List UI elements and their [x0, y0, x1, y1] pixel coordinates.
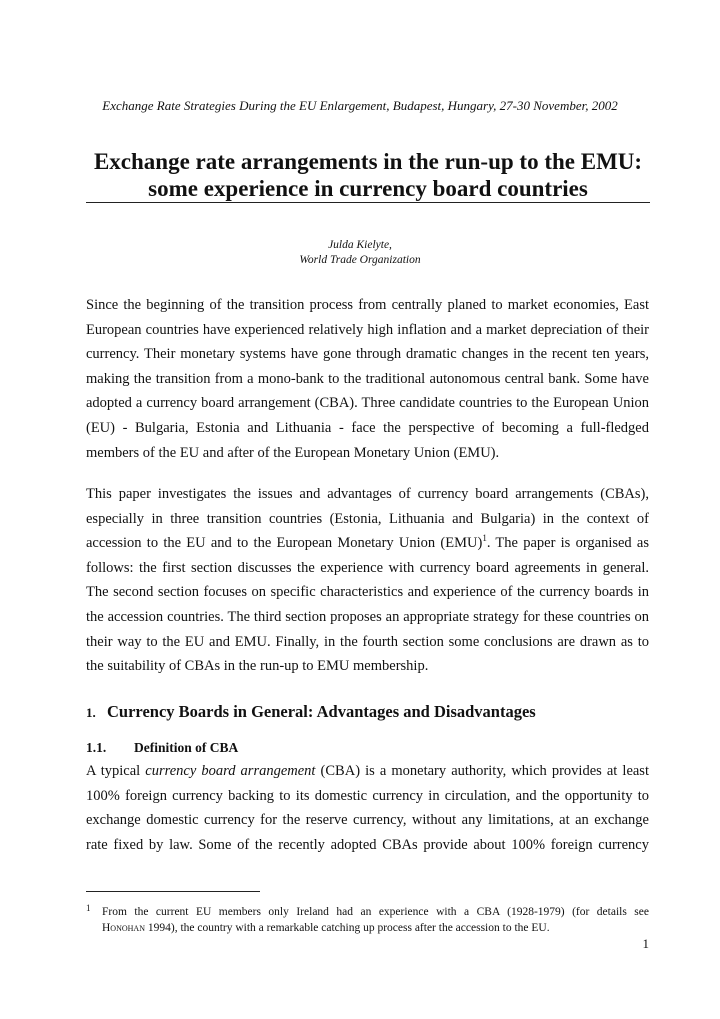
- section-title: Currency Boards in General: Advantages and Disadvantages: [107, 702, 536, 721]
- paragraph-line: currency. Their monetary systems have gone through dramatic changes in the recent ten years,: [86, 346, 649, 363]
- paragraph-line: rate fixed by law. Some of the recently adopted CBAs provide about 100% foreign currency: [86, 836, 649, 853]
- paragraph-line: The second section focuses on specific characteristics and experience of the currency boards in: [86, 584, 649, 601]
- paragraph-line: adopted a currency board arrangement (CBA). Three candidate countries to the European Union: [86, 395, 649, 412]
- text-run: (CBA) is a monetary authority, which provides at least: [315, 763, 649, 779]
- intro-paragraph-1: [86, 293, 649, 465]
- text-run: 1994), the country with a remarkable catching up process after the accession to the EU.: [144, 922, 550, 934]
- paper-title: [86, 148, 650, 202]
- footnote: [86, 904, 649, 936]
- subsection-heading-1-1: [86, 740, 238, 756]
- paragraph-line: the accession countries. The third section proposes an appropriate strategy for these countries on: [86, 608, 649, 625]
- footnote-reference[interactable]: 1: [482, 533, 487, 544]
- paragraph-line: [86, 759, 649, 784]
- paragraph-line: European countries have experienced relatively high inflation and a market depreciation of their: [86, 321, 649, 338]
- title-line-2: some experience in currency board countries: [148, 176, 588, 201]
- definition-paragraph: [86, 759, 649, 857]
- paragraph-line: follows: the first section discusses the experience with currency board agreements in general.: [86, 559, 649, 576]
- intro-paragraph-2: [86, 482, 649, 679]
- title-line-1: Exchange rate arrangements in the run-up to the EMU:: [93, 149, 643, 174]
- paragraph-line: the suitability of CBAs in the run-up to EMU membership.: [86, 658, 429, 675]
- title-divider: [86, 202, 650, 203]
- subsection-title: Definition of CBA: [134, 740, 239, 755]
- paragraph-line: Since the beginning of the transition process from centrally planed to market economies, East: [86, 297, 649, 313]
- author-affiliation: World Trade Organization: [299, 254, 421, 266]
- paragraph-line: making the transition from a mono-bank to the traditional autonomous central bank. Some have: [86, 370, 649, 387]
- paragraph-line: exchange domestic currency for the reserve currency, without any limitations, at an exchange: [86, 812, 649, 829]
- text-run: accession to the EU and to the European Monetary Union (EMU): [86, 535, 483, 552]
- paragraph-line: This paper investigates the issues and advantages of currency board arrangements (CBAs),: [86, 486, 649, 502]
- footnote-separator: [86, 891, 260, 892]
- paragraph-line: 100% foreign currency backing to its domestic currency in circulation, and the opportunity to: [86, 787, 649, 804]
- section-number: 1.: [86, 705, 96, 720]
- author-block: [0, 238, 720, 268]
- text-run: A typical: [86, 763, 146, 779]
- author-name: Julda Kielyte,: [328, 239, 392, 251]
- paragraph-line: (EU) - Bulgaria, Estonia and Lithuania - face the perspective of becoming a full-fledged: [86, 419, 649, 436]
- cited-author: Honohan: [102, 922, 145, 934]
- page-number: 1: [642, 936, 649, 951]
- section-heading-1: [86, 702, 536, 722]
- footnote-text: [86, 904, 649, 936]
- paragraph-line: [86, 531, 649, 556]
- paragraph-line: their way to the EU and EMU. Finally, in the fourth section some conclusions are drawn as to: [86, 633, 649, 650]
- paragraph-line: especially in three transition countries (Estonia, Lithuania and Bulgaria) in the context of: [86, 510, 649, 527]
- footnote-line: From the current EU members only Ireland had an experience with a CBA (1928-1979) (for details see: [102, 906, 649, 918]
- text-run: . The paper is organised as: [486, 535, 649, 552]
- footnote-line: [102, 922, 550, 934]
- emphasized-term: currency board arrangement: [145, 763, 316, 779]
- running-header: Exchange Rate Strategies During the EU Enlargement, Budapest, Hungary, 27-30 November, 2002: [102, 98, 618, 113]
- footnote-mark: 1: [86, 903, 91, 913]
- paragraph-line: members of the EU and after of the European Monetary Union (EMU).: [86, 444, 500, 461]
- subsection-number: 1.1.: [86, 740, 107, 755]
